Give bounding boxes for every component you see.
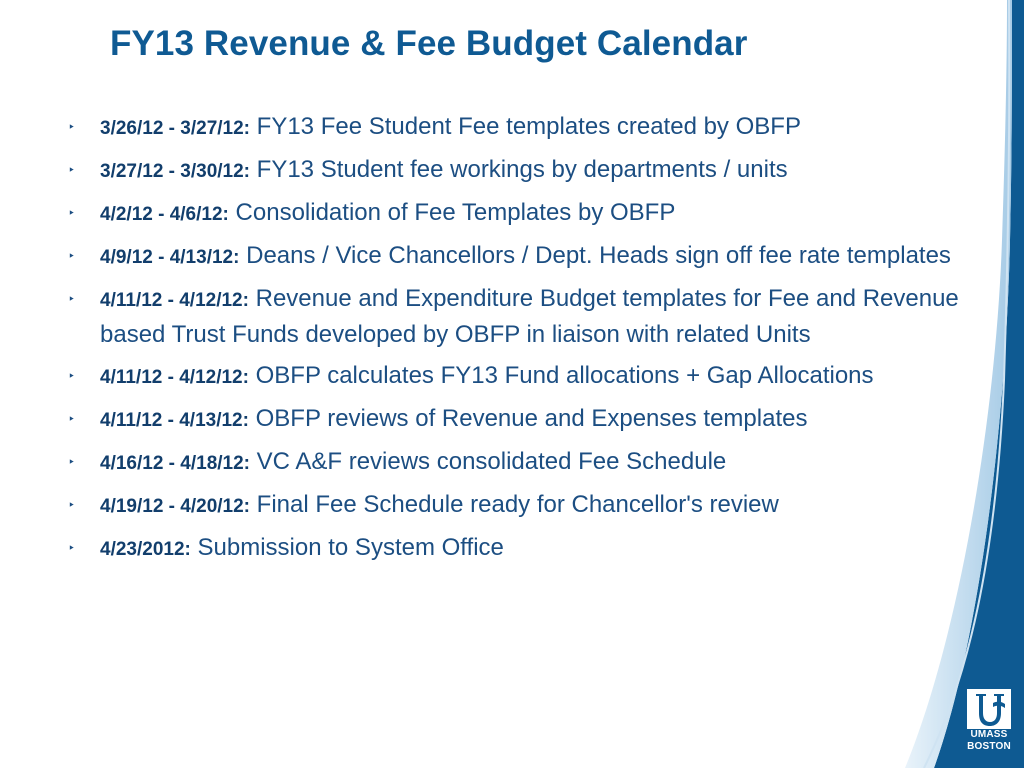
list-item [66, 282, 966, 352]
bullet-date: 3/27/12 - 3/30/12 [100, 161, 244, 182]
list-item [66, 196, 966, 232]
bullet-text: OBFP reviews of Revenue and Expenses templates [248, 405, 808, 432]
bullet-separator: : [242, 290, 249, 311]
umass-u-icon [967, 689, 1011, 729]
bullet-text: OBFP calculates FY13 Fund allocations + Gap Allocations [248, 362, 874, 389]
bullet-separator: : [243, 453, 250, 474]
bullet-text: Deans / Vice Chancellors / Dept. Heads sign off fee rate templates [239, 242, 951, 269]
bullet-date: 4/11/12 - 4/13/12 [100, 410, 243, 431]
slide-title: FY13 Revenue & Fee Budget Calendar [110, 24, 748, 63]
bullet-date: 3/26/12 - 3/27/12 [100, 118, 244, 139]
list-item [66, 531, 966, 567]
bullet-text: Final Fee Schedule ready for Chancellor's review [250, 491, 779, 518]
triangle-bullet-icon: ‣ [68, 541, 76, 555]
bullet-text: Revenue and Expenditure Budget templates for Fee and Revenue based Trust Funds developed by OBFP in liaison with related Units [100, 285, 959, 348]
bullet-text: VC A&F reviews consolidated Fee Schedule [250, 448, 727, 475]
calendar-bullet-list [66, 110, 966, 574]
bullet-separator: : [243, 118, 250, 139]
triangle-bullet-icon: ‣ [68, 369, 76, 383]
triangle-bullet-icon: ‣ [68, 163, 76, 177]
triangle-bullet-icon: ‣ [68, 206, 76, 220]
bullet-date: 4/2/12 - 4/6/12 [100, 204, 223, 225]
list-item [66, 239, 966, 275]
bullet-separator: : [243, 496, 250, 517]
triangle-bullet-icon: ‣ [68, 120, 76, 134]
bullet-date: 4/9/12 - 4/13/12 [100, 247, 234, 268]
list-item [66, 359, 966, 395]
umass-boston-logo [962, 689, 1016, 757]
bullet-separator: : [242, 367, 249, 388]
bullet-separator: : [243, 161, 250, 182]
triangle-bullet-icon: ‣ [68, 498, 76, 512]
bullet-date: 4/11/12 - 4/12/12 [100, 290, 243, 311]
bullet-separator: : [233, 247, 240, 268]
triangle-bullet-icon: ‣ [68, 292, 76, 306]
logo-text-umass: UMASS [970, 729, 1008, 740]
list-item [66, 488, 966, 524]
bullet-text: Submission to System Office [190, 534, 504, 561]
bullet-date: 4/23/2012 [100, 539, 185, 560]
triangle-bullet-icon: ‣ [68, 455, 76, 469]
bullet-date: 4/11/12 - 4/12/12 [100, 367, 243, 388]
triangle-bullet-icon: ‣ [68, 249, 76, 263]
list-item [66, 445, 966, 481]
bullet-text: FY13 Student fee workings by departments / units [250, 156, 788, 183]
list-item [66, 153, 966, 189]
logo-text-boston: BOSTON [967, 741, 1011, 752]
bullet-text: Consolidation of Fee Templates by OBFP [228, 199, 676, 226]
list-item [66, 402, 966, 438]
triangle-bullet-icon: ‣ [68, 412, 76, 426]
bullet-separator: : [184, 539, 191, 560]
list-item [66, 110, 966, 146]
bullet-separator: : [222, 204, 229, 225]
bullet-text: FY13 Fee Student Fee templates created by OBFP [250, 113, 801, 140]
bullet-separator: : [242, 410, 249, 431]
bullet-date: 4/16/12 - 4/18/12 [100, 453, 244, 474]
bullet-date: 4/19/12 - 4/20/12 [100, 496, 244, 517]
